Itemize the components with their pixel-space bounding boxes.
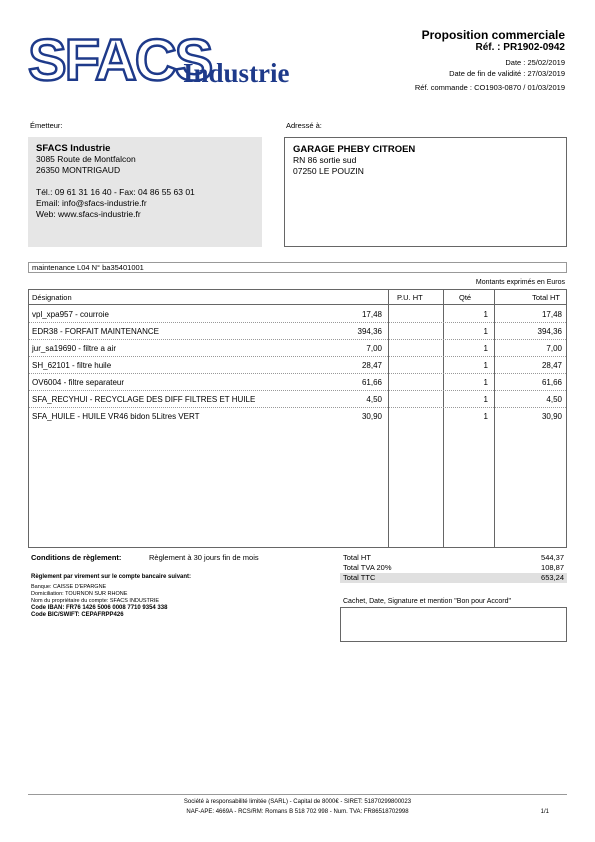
total-ht-value: 544,37 [541,553,564,562]
emitter-web: Web: www.sfacs-industrie.fr [36,209,141,219]
total-ht-label: Total HT [343,553,371,562]
totals-block [340,553,567,583]
validity-date: Date de fin de validité : 27/03/2019 [449,69,565,78]
bic-code: Code BIC/SWIFT: CEPAFRPP426 [31,612,124,618]
table-row [29,374,566,391]
row-designation: SFA_HUILE - HUILE VR46 bidon 5Litres VERT [32,412,200,421]
row-unit-price: 30,90 [361,412,382,421]
row-quantity: 1 [483,310,488,319]
row-total: 30,90 [541,412,562,421]
row-total: 17,48 [541,310,562,319]
table-row [29,340,566,357]
row-designation: SFA_RECYHUI - RECYCLAGE DES DIFF FILTRES ET HUILE [32,395,256,404]
emitter-address-line2: 26350 MONTRIGAUD [36,165,121,175]
table-row [29,391,566,408]
emitter-address-line1: 3085 Route de Montfalcon [36,154,136,164]
total-ttc-value: 653,24 [541,573,564,582]
table-row [29,408,566,425]
header-unit-price: P.U. HT [397,293,423,302]
row-quantity: 1 [483,412,488,421]
logo-graphic [28,30,318,90]
row-designation: SH_62101 - filtre huile [32,361,112,370]
addressee-name: GARAGE PHEBY CITROEN [293,144,416,155]
order-reference: Réf. commande : CO1903-0870 / 01/03/2019 [414,83,565,92]
row-total: 394,36 [537,327,562,336]
row-unit-price: 7,00 [366,344,382,353]
document-reference: Réf. : PR1902-0942 [475,42,565,53]
bank-name: Banque: CAISSE D'EPARGNE [31,584,107,590]
row-total: 28,47 [541,361,562,370]
signature-box[interactable] [340,607,567,642]
row-unit-price: 394,36 [357,327,382,336]
emitter-label: Émetteur: [30,121,63,130]
footer-legal-line1: Société à responsabilité limitée (SARL) - Capital de 8000€ - SIRET: 51870299800023 [183,799,412,805]
account-owner: Nom du propriétaire du compte: SFACS INDUSTRIE [31,598,160,604]
row-unit-price: 4,50 [366,395,382,404]
row-quantity: 1 [483,395,488,404]
emitter-name: SFACS Industrie [36,143,111,154]
conditions-value: Règlement à 30 jours fin de mois [149,553,259,562]
row-unit-price: 61,66 [361,378,382,387]
row-quantity: 1 [483,378,488,387]
row-unit-price: 17,48 [361,310,382,319]
iban-code: Code IBAN: FR76 1426 5006 0008 7710 9354 338 [31,605,168,611]
row-quantity: 1 [483,361,488,370]
total-tva-value: 108,87 [541,563,564,572]
row-designation: jur_sa19690 - filtre a air [32,344,117,353]
items-table [28,289,567,548]
transfer-label: Règlement par virement sur le compte bancaire suivant: [31,574,192,580]
conditions-label: Conditions de règlement: [31,553,122,562]
total-tva-label: Total TVA 20% [343,563,392,572]
total-ttc-label: Total TTC [343,573,376,582]
row-designation: vpl_xpa957 - courroie [32,310,109,319]
company-logo [28,30,318,90]
header-total: Total HT [532,293,560,302]
row-designation: EDR38 - FORFAIT MAINTENANCE [32,327,159,336]
table-header [29,290,566,305]
row-unit-price: 28,47 [361,361,382,370]
header-quantity: Qté [459,293,472,302]
table-row [29,306,566,323]
page-number: 1/1 [540,809,549,815]
emitter-phone: Tél.: 09 61 31 16 40 - Fax: 04 86 55 63 01 [36,187,195,197]
emitter-box [28,137,262,247]
table-row [29,323,566,340]
logo-main-text: SFACS [28,30,212,90]
signature-label: Cachet, Date, Signature et mention "Bon pour Accord" [343,598,512,605]
row-designation: OV6004 - filtre separateur [32,378,125,387]
table-row [29,357,566,374]
addressee-box [284,137,567,247]
footer-legal-line2: NAF-APE: 4669A - RCS/RM: Romans B 518 702 998 - Num. TVA: FR86518702998 [186,809,409,815]
addressee-label: Adressé à: [286,121,322,130]
total-tva-row [340,563,567,573]
header-designation: Désignation [32,293,72,302]
addressee-address-line1: RN 86 sortie sud [293,155,357,165]
logo-sub-text: Industrie [183,58,290,88]
total-ht-row [340,553,567,563]
bank-domiciliation: Domiciliation: TOURNON SUR RHONE [31,591,128,597]
document-date: Date : 25/02/2019 [505,58,565,67]
subject-line: maintenance L04 N° ba35401001 [28,262,567,273]
row-total: 4,50 [546,395,562,404]
row-quantity: 1 [483,344,488,353]
total-ttc-row [340,573,567,583]
currency-note: Montants exprimés en Euros [475,279,565,286]
addressee-address-line2: 07250 LE POUZIN [293,166,364,176]
row-total: 7,00 [546,344,562,353]
row-quantity: 1 [483,327,488,336]
footer-divider [28,794,567,795]
row-total: 61,66 [541,378,562,387]
payment-conditions [31,553,259,619]
emitter-email: Email: info@sfacs-industrie.fr [36,198,147,208]
document-title: Proposition commerciale [421,28,565,42]
